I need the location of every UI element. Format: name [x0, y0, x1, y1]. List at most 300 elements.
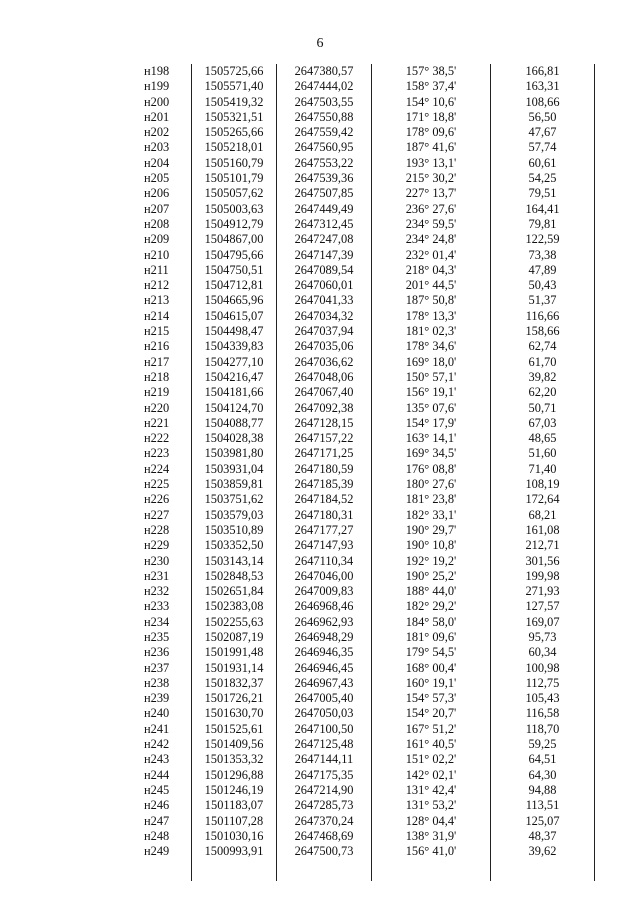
y-coordinate-cell: 2647147,93	[277, 538, 372, 553]
y-coordinate-cell: 2647144,11	[277, 752, 372, 767]
x-coordinate-cell: 1505725,66	[192, 64, 277, 79]
direction-angle-cell: 163° 14,1'	[372, 431, 491, 446]
distance-cell: 51,37	[491, 293, 595, 308]
x-coordinate-cell: 1504216,47	[192, 370, 277, 385]
y-coordinate-cell: 2647041,33	[277, 293, 372, 308]
x-coordinate-cell: 1505218,01	[192, 140, 277, 155]
coordinates-table	[120, 64, 595, 881]
table-row	[120, 691, 595, 706]
table-row	[120, 508, 595, 523]
point-id-cell: н243	[144, 752, 170, 767]
table-row	[120, 202, 595, 217]
direction-angle-cell: 178° 09,6'	[372, 125, 491, 140]
y-coordinate-cell: 2647128,15	[277, 416, 372, 431]
y-coordinate-cell: 2647500,73	[277, 844, 372, 881]
x-coordinate-cell: 1504339,83	[192, 339, 277, 354]
point-id-cell: н215	[144, 324, 170, 339]
x-coordinate-cell: 1502383,08	[192, 599, 277, 614]
direction-angle-cell: 168° 00,4'	[372, 661, 491, 676]
point-id-cell: н231	[144, 568, 170, 583]
point-id-cell: н223	[144, 446, 170, 461]
table-row	[120, 722, 595, 737]
y-coordinate-cell: 2647560,95	[277, 140, 372, 155]
y-coordinate-cell: 2647100,50	[277, 722, 372, 737]
distance-cell: 105,43	[491, 691, 595, 706]
x-coordinate-cell: 1501525,61	[192, 722, 277, 737]
distance-cell: 48,65	[491, 431, 595, 446]
y-coordinate-cell: 2647036,62	[277, 355, 372, 370]
distance-cell: 125,07	[491, 814, 595, 829]
x-coordinate-cell: 1501107,28	[192, 814, 277, 829]
point-id-cell: н204	[144, 155, 170, 170]
table-row	[120, 477, 595, 492]
y-coordinate-cell: 2646948,29	[277, 630, 372, 645]
point-id-cell: н220	[144, 400, 170, 415]
direction-angle-cell: 181° 23,8'	[372, 492, 491, 507]
point-id-cell: н246	[144, 798, 170, 813]
x-coordinate-cell: 1505003,63	[192, 202, 277, 217]
table-row	[120, 814, 595, 829]
x-coordinate-cell: 1504028,38	[192, 431, 277, 446]
distance-cell: 108,66	[491, 95, 595, 110]
direction-angle-cell: 201° 44,5'	[372, 278, 491, 293]
table-row	[120, 599, 595, 614]
x-coordinate-cell: 1503352,50	[192, 538, 277, 553]
direction-angle-cell: 169° 34,5'	[372, 446, 491, 461]
y-coordinate-cell: 2647539,36	[277, 171, 372, 186]
point-id-cell: н216	[144, 339, 170, 354]
direction-angle-cell: 135° 07,6'	[372, 401, 491, 416]
distance-cell: 62,20	[491, 385, 595, 400]
table-row	[120, 768, 595, 783]
direction-angle-cell: 234° 59,5'	[372, 217, 491, 232]
table-row	[120, 737, 595, 752]
x-coordinate-cell: 1505160,79	[192, 156, 277, 171]
direction-angle-cell: 184° 58,0'	[372, 615, 491, 630]
table-row	[120, 278, 595, 293]
x-coordinate-cell: 1504615,07	[192, 309, 277, 324]
y-coordinate-cell: 2647037,94	[277, 324, 372, 339]
direction-angle-cell: 142° 02,1'	[372, 768, 491, 783]
point-id-cell: н203	[144, 140, 170, 155]
x-coordinate-cell: 1503981,80	[192, 446, 277, 461]
point-id-cell: н236	[144, 645, 170, 660]
point-id-cell: н226	[144, 492, 170, 507]
point-id-cell: н241	[144, 721, 170, 736]
x-coordinate-cell: 1505101,79	[192, 171, 277, 186]
y-coordinate-cell: 2647184,52	[277, 492, 372, 507]
distance-cell: 71,40	[491, 462, 595, 477]
x-coordinate-cell: 1505321,51	[192, 110, 277, 125]
y-coordinate-cell: 2646962,93	[277, 615, 372, 630]
x-coordinate-cell: 1501409,56	[192, 737, 277, 752]
y-coordinate-cell: 2646967,43	[277, 676, 372, 691]
distance-cell: 112,75	[491, 676, 595, 691]
table-row	[120, 186, 595, 201]
point-id-cell: н242	[144, 737, 170, 752]
distance-cell: 79,51	[491, 186, 595, 201]
distance-cell: 47,67	[491, 125, 595, 140]
distance-cell: 64,51	[491, 752, 595, 767]
direction-angle-cell: 176° 08,8'	[372, 462, 491, 477]
distance-cell: 212,71	[491, 538, 595, 553]
table-row	[120, 293, 595, 308]
distance-cell: 116,58	[491, 706, 595, 721]
direction-angle-cell: 128° 04,4'	[372, 814, 491, 829]
y-coordinate-cell: 2647180,31	[277, 508, 372, 523]
distance-cell: 127,57	[491, 599, 595, 614]
y-coordinate-cell: 2647553,22	[277, 156, 372, 171]
point-id-cell: н199	[144, 79, 170, 94]
table-row	[120, 615, 595, 630]
coordinates-table-body	[120, 64, 595, 881]
distance-cell: 94,88	[491, 783, 595, 798]
direction-angle-cell: 227° 13,7'	[372, 186, 491, 201]
y-coordinate-cell: 2647009,83	[277, 584, 372, 599]
direction-angle-cell: 151° 02,2'	[372, 752, 491, 767]
distance-cell: 122,59	[491, 232, 595, 247]
point-id-cell: н225	[144, 477, 170, 492]
point-id-cell: н234	[144, 614, 170, 629]
table-row	[120, 140, 595, 155]
direction-angle-cell: 218° 04,3'	[372, 263, 491, 278]
table-row	[120, 339, 595, 354]
y-coordinate-cell: 2647005,40	[277, 691, 372, 706]
table-row	[120, 829, 595, 844]
point-id-cell: н230	[144, 553, 170, 568]
point-id-cell: н209	[144, 232, 170, 247]
distance-cell: 161,08	[491, 523, 595, 538]
y-coordinate-cell: 2647034,32	[277, 309, 372, 324]
table-row	[120, 798, 595, 813]
direction-angle-cell: 192° 19,2'	[372, 554, 491, 569]
point-id-cell: н212	[144, 278, 170, 293]
point-id-cell: н214	[144, 308, 170, 323]
distance-cell: 61,70	[491, 355, 595, 370]
y-coordinate-cell: 2647067,40	[277, 385, 372, 400]
table-row	[120, 79, 595, 94]
distance-cell: 271,93	[491, 584, 595, 599]
y-coordinate-cell: 2647444,02	[277, 79, 372, 94]
y-coordinate-cell: 2647449,49	[277, 202, 372, 217]
point-id-cell: н211	[144, 262, 169, 277]
direction-angle-cell: 190° 10,8'	[372, 538, 491, 553]
direction-angle-cell: 236° 27,6'	[372, 202, 491, 217]
table-row	[120, 554, 595, 569]
x-coordinate-cell: 1501030,16	[192, 829, 277, 844]
distance-cell: 50,71	[491, 401, 595, 416]
direction-angle-cell: 154° 10,6'	[372, 95, 491, 110]
distance-cell: 47,89	[491, 263, 595, 278]
table-row	[120, 355, 595, 370]
distance-cell: 79,81	[491, 217, 595, 232]
direction-angle-cell: 171° 18,8'	[372, 110, 491, 125]
table-row	[120, 706, 595, 721]
point-id-cell: н238	[144, 675, 170, 690]
distance-cell: 199,98	[491, 569, 595, 584]
table-row	[120, 492, 595, 507]
point-id-cell: н201	[144, 109, 170, 124]
direction-angle-cell: 150° 57,1'	[372, 370, 491, 385]
distance-cell: 67,03	[491, 416, 595, 431]
direction-angle-cell: 157° 38,5'	[372, 64, 491, 79]
distance-cell: 50,43	[491, 278, 595, 293]
table-row	[120, 446, 595, 461]
distance-cell: 163,31	[491, 79, 595, 94]
direction-angle-cell: 131° 53,2'	[372, 798, 491, 813]
y-coordinate-cell: 2646946,45	[277, 661, 372, 676]
table-row	[120, 217, 595, 232]
distance-cell: 39,82	[491, 370, 595, 385]
distance-cell: 116,66	[491, 309, 595, 324]
x-coordinate-cell: 1502087,19	[192, 630, 277, 645]
direction-angle-cell: 138° 31,9'	[372, 829, 491, 844]
direction-angle-cell: 234° 24,8'	[372, 232, 491, 247]
table-row	[120, 431, 595, 446]
point-id-cell: н228	[144, 522, 170, 537]
x-coordinate-cell: 1504795,66	[192, 248, 277, 263]
direction-angle-cell: 156° 19,1'	[372, 385, 491, 400]
point-id-cell: н219	[144, 385, 170, 400]
y-coordinate-cell: 2647171,25	[277, 446, 372, 461]
direction-angle-cell: 154° 17,9'	[372, 416, 491, 431]
y-coordinate-cell: 2647503,55	[277, 95, 372, 110]
table-row	[120, 645, 595, 660]
x-coordinate-cell: 1505057,62	[192, 186, 277, 201]
point-id-cell: н224	[144, 461, 170, 476]
point-id-cell: н227	[144, 507, 170, 522]
direction-angle-cell: 190° 25,2'	[372, 569, 491, 584]
table-row	[120, 232, 595, 247]
table-row	[120, 538, 595, 553]
x-coordinate-cell: 1505265,66	[192, 125, 277, 140]
x-coordinate-cell: 1503143,14	[192, 554, 277, 569]
direction-angle-cell: 181° 09,6'	[372, 630, 491, 645]
direction-angle-cell: 131° 42,4'	[372, 783, 491, 798]
x-coordinate-cell: 1502255,63	[192, 615, 277, 630]
point-id-cell: н244	[144, 767, 170, 782]
direction-angle-cell: 161° 40,5'	[372, 737, 491, 752]
table-row	[120, 263, 595, 278]
x-coordinate-cell: 1504912,79	[192, 217, 277, 232]
direction-angle-cell: 167° 51,2'	[372, 722, 491, 737]
direction-angle-cell: 179° 54,5'	[372, 645, 491, 660]
direction-angle-cell: 232° 01,4'	[372, 248, 491, 263]
table-row	[120, 752, 595, 767]
y-coordinate-cell: 2647214,90	[277, 783, 372, 798]
x-coordinate-cell: 1501832,37	[192, 676, 277, 691]
point-id-cell: н249	[144, 844, 170, 859]
x-coordinate-cell: 1504665,96	[192, 293, 277, 308]
direction-angle-cell: 193° 13,1'	[372, 156, 491, 171]
distance-cell: 62,74	[491, 339, 595, 354]
y-coordinate-cell: 2647035,06	[277, 339, 372, 354]
y-coordinate-cell: 2647180,59	[277, 462, 372, 477]
x-coordinate-cell: 1501931,14	[192, 661, 277, 676]
y-coordinate-cell: 2647147,39	[277, 248, 372, 263]
y-coordinate-cell: 2647092,38	[277, 401, 372, 416]
distance-cell: 60,34	[491, 645, 595, 660]
x-coordinate-cell: 1501183,07	[192, 798, 277, 813]
point-id-cell: н221	[144, 415, 170, 430]
y-coordinate-cell: 2647060,01	[277, 278, 372, 293]
table-row	[120, 523, 595, 538]
x-coordinate-cell: 1502651,84	[192, 584, 277, 599]
x-coordinate-cell: 1504750,51	[192, 263, 277, 278]
point-id-cell: н213	[144, 293, 170, 308]
page-number: 6	[316, 36, 324, 51]
direction-angle-cell: 154° 20,7'	[372, 706, 491, 721]
distance-cell: 164,41	[491, 202, 595, 217]
x-coordinate-cell: 1504498,47	[192, 324, 277, 339]
y-coordinate-cell: 2647177,27	[277, 523, 372, 538]
table-row	[120, 110, 595, 125]
x-coordinate-cell: 1504181,66	[192, 385, 277, 400]
table-row	[120, 584, 595, 599]
point-id-cell: н229	[144, 538, 170, 553]
point-id-cell: н217	[144, 354, 170, 369]
table-row	[120, 309, 595, 324]
x-coordinate-cell: 1503859,81	[192, 477, 277, 492]
point-id-cell: н232	[144, 584, 170, 599]
point-id-cell: н206	[144, 186, 170, 201]
x-coordinate-cell: 1505419,32	[192, 95, 277, 110]
x-coordinate-cell: 1503579,03	[192, 508, 277, 523]
distance-cell: 73,38	[491, 248, 595, 263]
table-row	[120, 630, 595, 645]
x-coordinate-cell: 1504277,10	[192, 355, 277, 370]
point-id-cell: н247	[144, 813, 170, 828]
distance-cell: 59,25	[491, 737, 595, 752]
x-coordinate-cell: 1501991,48	[192, 645, 277, 660]
direction-angle-cell: 190° 29,7'	[372, 523, 491, 538]
y-coordinate-cell: 2647380,57	[277, 64, 372, 79]
x-coordinate-cell: 1502848,53	[192, 569, 277, 584]
direction-angle-cell: 154° 57,3'	[372, 691, 491, 706]
direction-angle-cell: 182° 33,1'	[372, 508, 491, 523]
point-id-cell: н240	[144, 706, 170, 721]
direction-angle-cell: 160° 19,1'	[372, 676, 491, 691]
distance-cell: 54,25	[491, 171, 595, 186]
point-id-cell: н198	[144, 64, 170, 78]
table-row	[120, 661, 595, 676]
direction-angle-cell: 187° 41,6'	[372, 140, 491, 155]
distance-cell: 158,66	[491, 324, 595, 339]
x-coordinate-cell: 1503931,04	[192, 462, 277, 477]
point-id-cell: н239	[144, 691, 170, 706]
table-row	[120, 416, 595, 431]
point-id-cell: н207	[144, 201, 170, 216]
table-row	[120, 385, 595, 400]
y-coordinate-cell: 2647110,34	[277, 554, 372, 569]
direction-angle-cell: 182° 29,2'	[372, 599, 491, 614]
x-coordinate-cell: 1501353,32	[192, 752, 277, 767]
distance-cell: 108,19	[491, 477, 595, 492]
x-coordinate-cell: 1501630,70	[192, 706, 277, 721]
y-coordinate-cell: 2647312,45	[277, 217, 372, 232]
point-id-cell: н245	[144, 782, 170, 797]
point-id-cell: н248	[144, 828, 170, 843]
table-row	[120, 95, 595, 110]
y-coordinate-cell: 2647185,39	[277, 477, 372, 492]
table-row	[120, 676, 595, 691]
distance-cell: 113,51	[491, 798, 595, 813]
y-coordinate-cell: 2647370,24	[277, 814, 372, 829]
y-coordinate-cell: 2647157,22	[277, 431, 372, 446]
point-id-cell: н202	[144, 125, 170, 140]
direction-angle-cell: 178° 34,6'	[372, 339, 491, 354]
distance-cell: 95,73	[491, 630, 595, 645]
table-row	[120, 156, 595, 171]
distance-cell: 57,74	[491, 140, 595, 155]
table-row	[120, 370, 595, 385]
point-id-cell: н208	[144, 216, 170, 231]
direction-angle-cell: 156° 41,0'	[372, 844, 491, 881]
distance-cell: 118,70	[491, 722, 595, 737]
x-coordinate-cell: 1501296,88	[192, 768, 277, 783]
x-coordinate-cell: 1504088,77	[192, 416, 277, 431]
x-coordinate-cell: 1501726,21	[192, 691, 277, 706]
y-coordinate-cell: 2647175,35	[277, 768, 372, 783]
direction-angle-cell: 180° 27,6'	[372, 477, 491, 492]
point-id-cell: н233	[144, 599, 170, 614]
table-row	[120, 569, 595, 584]
x-coordinate-cell: 1501246,19	[192, 783, 277, 798]
distance-cell: 64,30	[491, 768, 595, 783]
y-coordinate-cell: 2647050,03	[277, 706, 372, 721]
table-row	[120, 401, 595, 416]
y-coordinate-cell: 2647247,08	[277, 232, 372, 247]
distance-cell: 68,21	[491, 508, 595, 523]
x-coordinate-cell: 1504124,70	[192, 401, 277, 416]
y-coordinate-cell: 2646968,46	[277, 599, 372, 614]
direction-angle-cell: 158° 37,4'	[372, 79, 491, 94]
distance-cell: 56,50	[491, 110, 595, 125]
distance-cell: 172,64	[491, 492, 595, 507]
distance-cell: 169,07	[491, 615, 595, 630]
y-coordinate-cell: 2647046,00	[277, 569, 372, 584]
direction-angle-cell: 178° 13,3'	[372, 309, 491, 324]
y-coordinate-cell: 2647048,06	[277, 370, 372, 385]
y-coordinate-cell: 2647285,73	[277, 798, 372, 813]
point-id-cell: н218	[144, 369, 170, 384]
x-coordinate-cell: 1500993,91	[192, 844, 277, 881]
direction-angle-cell: 215° 30,2'	[372, 171, 491, 186]
distance-cell: 166,81	[491, 64, 595, 79]
table-row	[120, 462, 595, 477]
point-id-cell: н200	[144, 94, 170, 109]
point-id-cell: н222	[144, 431, 170, 446]
y-coordinate-cell: 2647559,42	[277, 125, 372, 140]
table-row	[120, 248, 595, 263]
table-row	[120, 324, 595, 339]
direction-angle-cell: 181° 02,3'	[372, 324, 491, 339]
distance-cell: 48,37	[491, 829, 595, 844]
x-coordinate-cell: 1503751,62	[192, 492, 277, 507]
table-row	[120, 844, 595, 881]
y-coordinate-cell: 2647550,88	[277, 110, 372, 125]
distance-cell: 100,98	[491, 661, 595, 676]
point-id-cell: н237	[144, 660, 170, 675]
point-id-cell: н235	[144, 629, 170, 644]
distance-cell: 301,56	[491, 554, 595, 569]
direction-angle-cell: 169° 18,0'	[372, 355, 491, 370]
direction-angle-cell: 188° 44,0'	[372, 584, 491, 599]
x-coordinate-cell: 1504867,00	[192, 232, 277, 247]
point-id-cell: н205	[144, 171, 170, 186]
table-row	[120, 171, 595, 186]
y-coordinate-cell: 2647468,69	[277, 829, 372, 844]
